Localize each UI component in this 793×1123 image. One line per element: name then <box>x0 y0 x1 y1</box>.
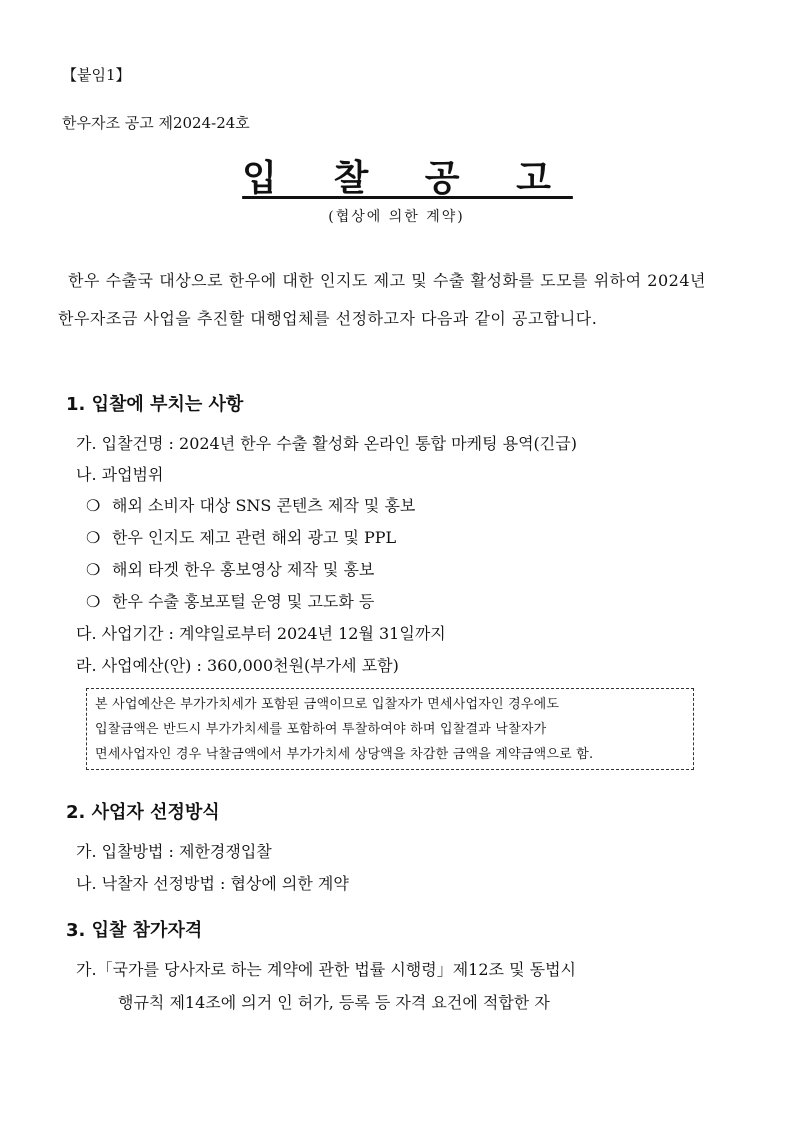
section-1-item-da: 다. 사업기간 : 계약일로부터 2024년 12월 31일까지 <box>76 624 446 643</box>
scope-item-text: 한우 인지도 제고 관련 해외 광고 및 PPL <box>112 528 397 547</box>
attachment-label: 【붙임1】 <box>62 66 131 84</box>
intro-paragraph: 한우 수출국 대상으로 한우에 대한 인지도 제고 및 수출 활성화를 도모를 위하여 2024년 한우자조금 사업을 추진할 대행업체를 선정하고자 다음과 같이 공고합니다. <box>58 271 706 328</box>
section-1-item-ra: 라. 사업예산(안) : 360,000천원(부가세 포함) <box>76 656 399 675</box>
circle-bullet-icon: ❍ <box>86 496 101 515</box>
scope-item-text: 한우 수출 홍보포털 운영 및 고도화 등 <box>112 592 375 611</box>
scope-item <box>86 493 415 516</box>
section-2-item-ga: 가. 입찰방법 : 제한경쟁입찰 <box>76 842 272 861</box>
section-1-item-na: 나. 과업범위 <box>76 465 164 484</box>
section-3-item-ga-line2: 행규칙 제14조에 의거 인 허가, 등록 등 자격 요건에 적합한 자 <box>118 993 550 1012</box>
circle-bullet-icon: ❍ <box>86 528 101 547</box>
section-3-item-ga-line1: 가.「국가를 당사자로 하는 계약에 관한 법률 시행령」제12조 및 동법시 <box>76 960 576 979</box>
circle-bullet-icon: ❍ <box>86 560 101 579</box>
scope-item <box>86 589 374 612</box>
page-subtitle: (협상에 의한 계약) <box>328 209 465 225</box>
budget-note-box <box>86 688 694 770</box>
budget-note-line: 면세사업자인 경우 낙찰금액에서 부가가치세 상당액을 차감한 금액을 계약금액으로 함. <box>95 747 594 762</box>
page-title <box>0 150 793 201</box>
section-2-item-na: 나. 낙찰자 선정방법 : 협상에 의한 계약 <box>76 874 349 893</box>
section-1-item-ga: 가. 입찰건명 : 2024년 한우 수출 활성화 온라인 통합 마케팅 용역(긴급) <box>76 434 577 453</box>
scope-item <box>86 525 396 548</box>
scope-item-text: 해외 소비자 대상 SNS 콘텐츠 제작 및 홍보 <box>112 496 416 515</box>
scope-item-text: 해외 타겟 한우 홍보영상 제작 및 홍보 <box>112 560 375 579</box>
page-title-text: 입 찰 공 고 <box>242 158 573 199</box>
section-2-heading: 2. 사업자 선정방식 <box>66 802 220 823</box>
scope-item <box>86 557 374 580</box>
document-number: 한우자조 공고 제2024-24호 <box>62 114 250 132</box>
circle-bullet-icon: ❍ <box>86 592 101 611</box>
budget-note-line: 본 사업예산은 부가가치세가 포함된 금액이므로 입찰자가 면세사업자인 경우에도 <box>95 697 560 712</box>
section-1-heading: 1. 입찰에 부치는 사항 <box>66 394 244 415</box>
budget-note-line: 입찰금액은 반드시 부가가치세를 포함하여 투찰하여야 하며 입찰결과 낙찰자가 <box>95 722 547 737</box>
section-3-heading: 3. 입찰 참가자격 <box>66 920 203 941</box>
